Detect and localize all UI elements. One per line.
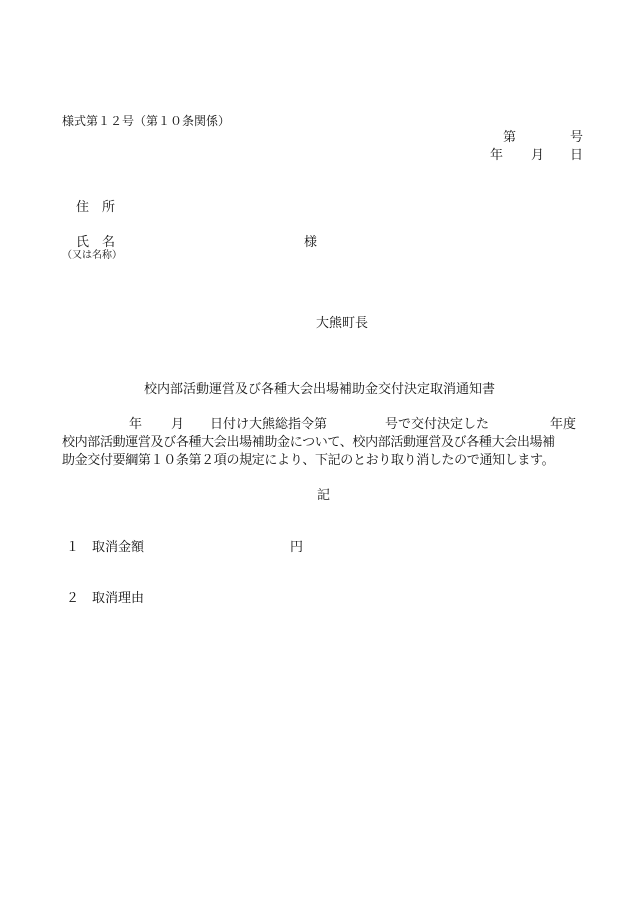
body-decision: 号で交付決定した <box>385 417 490 432</box>
body-line-2: 校内部活動運営及び各種大会出場補助金について、校内部活動運営及び各種大会出場補 <box>62 435 555 450</box>
body-year: 年 <box>129 417 143 432</box>
notice-title: 校内部活動運営及び各種大会出場補助金交付決定取消通知書 <box>144 382 496 397</box>
body-fiscal-year: 年度 <box>550 417 577 432</box>
ki-heading: 記 <box>317 488 331 503</box>
honorific: 様 <box>304 235 318 250</box>
doc-number-prefix: 第 <box>503 130 517 145</box>
form-number: 様式第１２号（第１０条関係） <box>62 114 231 128</box>
date-month: 月 <box>531 148 545 163</box>
date-day: 日 <box>570 148 584 163</box>
address-label: 住 所 <box>76 200 116 215</box>
item-cancel-reason-label: ２ 取消理由 <box>66 591 145 606</box>
sender-title: 大熊町長 <box>316 316 369 331</box>
name-note: （又は名称） <box>62 250 122 261</box>
body-order-ref: 日付け大熊総指令第 <box>210 417 328 432</box>
item-cancel-amount-label: １ 取消金額 <box>66 540 145 555</box>
item-cancel-amount-unit: 円 <box>290 540 304 555</box>
body-line-3: 助金交付要綱第１０条第２項の規定により、下記のとおり取り消したので通知します。 <box>62 453 555 468</box>
body-month: 月 <box>171 417 185 432</box>
date-year: 年 <box>490 148 504 163</box>
doc-number-suffix: 号 <box>570 130 584 145</box>
name-label: 氏 名 <box>76 235 116 250</box>
